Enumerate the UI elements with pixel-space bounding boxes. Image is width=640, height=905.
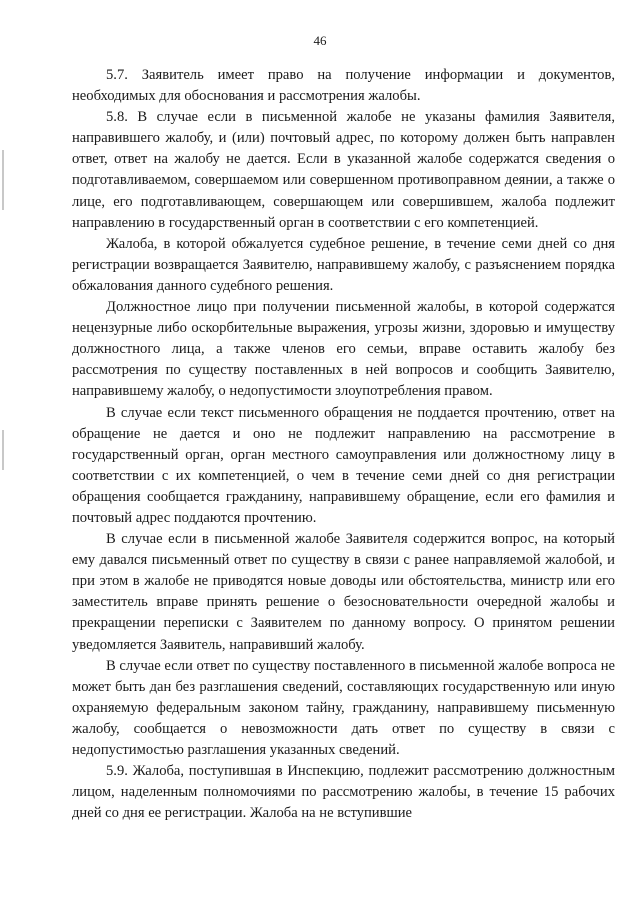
scan-edge-mark [2,430,4,470]
paragraph-repeated-question: В случае если в письменной жалобе Заявителя содержится вопрос, на который ему давался письменный ответ по существу в связи с ранее направляемой жалобой, и при этом в жалобе не приводятся новые доводы или обстоятельства, министр или его заместитель вправе принять решение о безосновательности очередной жалобы и прекращении переписки с Заявителем по данному вопросу. О принятом решении уведомляется Заявитель, направивший жалобу. [72,531,615,653]
paragraph-5-8: 5.8. В случае если в письменной жалобе не указаны фамилия Заявителя, направившего жалобу, и (или) почтовый адрес, по которому должен быть направлен ответ, ответ на жалобу не дается. Если в указанной жалобе содержатся сведения о подготавливаемом, совершаемом или совершенном противоправном деянии, а также о лице, его подготавливающем, совершающем или совершившем, жалоба подлежит направлению в государственный орган в соответствии с его компетенцией. [72,109,615,231]
scan-edge-mark [2,150,4,210]
paragraph-secret-information: В случае если ответ по существу поставленного в письменной жалобе вопроса не может быть дан без разглашения сведений, составляющих государственную или иную охраняемую федеральным законом тайну, гражданину, направившему письменную жалобу, сообщается о невозможности дать ответ по существу в связи с недопустимостью разглашения указанных сведений. [72,657,615,758]
paragraph-unreadable-text: В случае если текст письменного обращения не поддается прочтению, ответ на обращение не дается и оно не подлежит направлению на рассмотрение в государственный орган, орган местного самоуправления или должностному лицу в соответствии с их компетенцией, о чем в течение семи дней со дня регистрации обращения сообщается гражданину, направившему обращение, если его фамилия и почтовый адрес поддаются прочтению. [72,404,615,526]
page-number: 46 [313,33,327,48]
paragraph-court-decision: Жалоба, в которой обжалуется судебное решение, в течение семи дней со дня регистрации возвращается Заявителю, направившему жалобу, с разъяснением порядка обжалования данного судебного решения. [72,235,615,294]
paragraph-obscene-content: Должностное лицо при получении письменной жалобы, в которой содержатся нецензурные либо оскорбительные выражения, угрозы жизни, здоровью и имуществу должностного лица, а также членов его семьи, вправе оставить жалобу без рассмотрения по существу поставленных в ней вопросов и сообщить Заявителю, направившему жалобу, о недопустимости злоупотребления правом. [72,299,615,400]
paragraph-5-7: 5.7. Заявитель имеет право на получение информации и документов, необходимых для обоснования и рассмотрения жалобы. [72,67,615,105]
paragraph-5-9: 5.9. Жалоба, поступившая в Инспекцию, подлежит рассмотрению должностным лицом, наделенным полномочиями по рассмотрению жалобы, в течение 15 рабочих дней со дня ее регистрации. Жалоба на не вступившие [72,763,615,822]
document-body [72,65,615,824]
